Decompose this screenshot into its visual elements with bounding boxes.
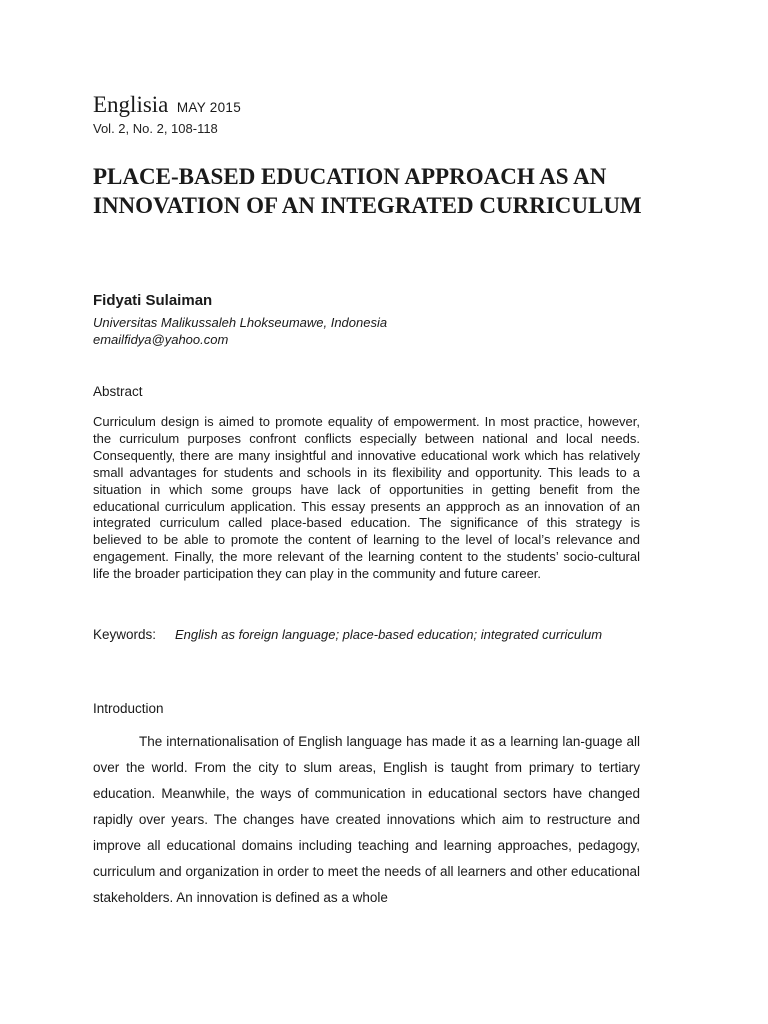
article-title: PLACE-BASED EDUCATION APPROACH AS AN INNOVATION OF AN INTEGRATED CURRICULUM: [93, 164, 642, 218]
issue-date: MAY 2015: [176, 100, 242, 115]
keywords-text: English as foreign language; place-based education; integrated curriculum: [175, 627, 603, 642]
abstract-text: Curriculum design is aimed to promote equality of empowerment. In most practice, however, the curriculum purposes confront conflicts especially between national and local needs. Consequently, there are many insightful and innovative educational work which has relatively small advantages for students and schools in its flexibility and opportunity. This leads to a situation in which some groups have lack of opportunities in getting benefit from the educational curriculum application. This essay presents an appproch as an innovation of an integrated curriculum called place-based education. The significance of this strategy is believed to be able to promote the content of learning to the level of local’s relevance and engagement. Finally, the more relevant of the learning content to the students’ socio-cultural life the broader participation they can play in the community and future career.: [93, 414, 640, 582]
keywords-label: Keywords:: [93, 627, 157, 642]
introduction-text: The internationalisation of English language has made it as a learning lan-guage all over the world. From the city to slum areas, English is taught from primary to tertiary education. Meanwhile, the ways of communication in educational sectors have changed rapidly over years. The changes have created innovations which aim to restructure and improve all educational domains including teaching and learning approaches, pedagogy, curriculum and organization in order to meet the needs of all learners and other educational stakeholders. An innovation is defined as a whole: [93, 734, 640, 905]
journal-header: [93, 92, 241, 118]
author-email: emailfidya@yahoo.com: [93, 332, 229, 347]
journal-name: Englisia: [93, 92, 169, 117]
abstract-heading: Abstract: [93, 384, 143, 399]
author-name: Fidyati Sulaiman: [93, 292, 213, 309]
author-affiliation: Universitas Malikussaleh Lhokseumawe, Indonesia: [93, 315, 388, 330]
volume-info: Vol. 2, No. 2, 108-118: [93, 121, 218, 136]
introduction-heading: Introduction: [93, 701, 164, 716]
